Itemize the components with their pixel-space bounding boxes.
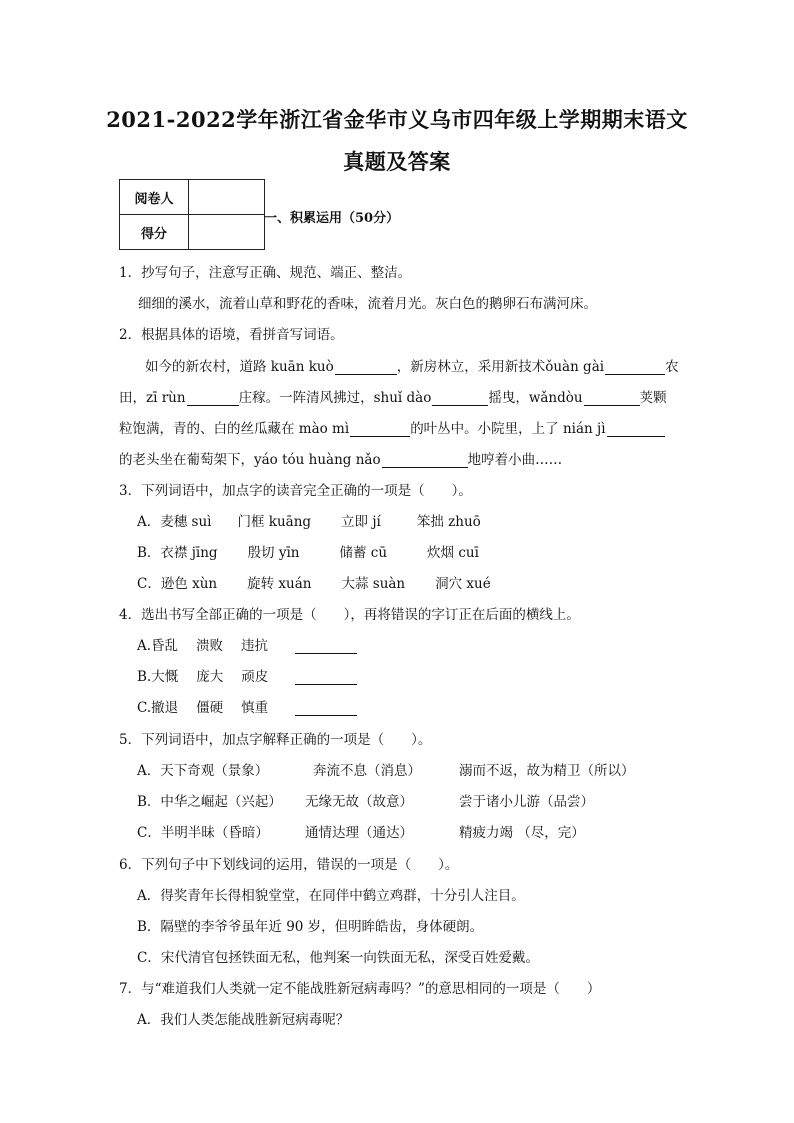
q5-b-1: B．中华之崛起（兴起） [137,794,282,810]
q3-b-4: 炊烟 cuī [427,545,479,561]
q2-stem: 2．根据具体的语境，看拼音写词语。 [119,327,344,343]
q7-stem: 7．与“难道我们人类就一定不能战胜新冠病毒吗？”的意思相同的一项是（ ） [119,981,601,997]
q4-a-3: 违抗 [241,638,269,654]
q3-c-4: 洞穴 xué [435,576,491,592]
q3-b-3: 储蓄 cū [339,545,388,561]
q3-option-c [137,572,491,592]
answer-blank[interactable] [607,422,665,437]
q5-option-a [137,759,635,779]
correction-blank[interactable] [295,639,357,654]
q2-line3-text-b: 的叶丛中。小院里，上了 nián jì [410,421,606,437]
q3-a-3: 立即 jí [341,514,381,530]
answer-blank[interactable] [350,422,410,437]
q2-line1-text-b: ，新房林立，采用新技术ǒuàn gài [396,359,605,375]
q4-option-b [137,665,357,685]
q3-b-2: 殷切 yīn [247,545,300,561]
answer-blank[interactable] [584,391,640,406]
q2-line1-text-c: 农 [665,359,679,375]
answer-blank[interactable] [432,391,488,406]
q2-line2-text-d: 荚颗 [639,390,667,406]
q4-option-a [137,634,357,654]
q4-b-1: B.大慨 [137,669,179,685]
q6-option-a: A．得奖青年长得相貌堂堂，在同伴中鹤立鸡群，十分引人注目。 [137,888,525,904]
correction-blank[interactable] [295,670,357,685]
q5-b-3: 尝于诸小儿游（品尝） [459,794,594,810]
q3-b-1: B．衣襟 jīng [137,545,218,561]
section-heading: 一、积累运用（50分） [264,211,400,226]
q6-stem: 6．下列句子中下划线词的运用，错误的一项是（ ）。 [119,857,459,873]
q4-b-2: 庞大 [196,669,224,685]
q4-c-1: C.撤退 [137,700,179,716]
q3-c-2: 旋转 xuán [247,576,312,592]
q2-line1 [145,355,679,375]
q2-line2 [119,386,667,406]
q3-c-3: 大蒜 suàn [341,576,406,592]
q3-stem: 3．下列词语中，加点字的读音完全正确的一项是（ ）。 [119,483,472,499]
q4-a-2: 溃败 [196,638,224,654]
q6-option-c: C．宋代清官包拯铁面无私，他判案一向铁面无私，深受百姓爱戴。 [137,950,539,966]
answer-blank[interactable] [335,360,397,375]
q2-line2-text-c: 摇曳，wǎndòu [488,390,583,406]
q5-stem: 5．下列词语中，加点字解释正确的一项是（ ）。 [119,732,432,748]
q3-c-1: C．逊色 xùn [137,576,218,592]
q2-line4-text-b: 地哼着小曲…… [467,452,563,468]
q4-stem: 4．选出书写全部正确的一项是（ ），再将错误的字订正在后面的横线上。 [119,607,580,623]
reviewer-label: 阅卷人 [120,180,189,215]
q2-line1-text-a: 如今的新农村，道路 kuān kuò [145,359,334,375]
q5-c-2: 通情达理（通达） [305,825,413,841]
q6-option-b: B．隔壁的李爷爷虽年近 90 岁，但明眸皓齿，身体硬朗。 [137,919,484,935]
q5-c-1: C．半明半昧（昏暗） [137,825,269,841]
q2-line4-text-a: 的老头坐在葡萄架下，yáo tóu huàng nǎo [119,452,381,468]
q4-c-3: 慎重 [241,700,269,716]
score-cell[interactable] [189,215,265,250]
correction-blank[interactable] [295,701,357,716]
q2-line3-text-a: 粒饱满，青的、白的丝瓜藏在 mào mì [119,421,350,437]
score-label: 得分 [120,215,189,250]
q1-sentence: 细细的溪水，流着山草和野花的香味，流着月光。灰白色的鹅卵石布满河床。 [138,296,597,312]
q4-option-c [137,696,357,716]
score-table [119,179,265,250]
q5-a-2: 奔流不息（消息） [313,763,421,779]
q5-c-3: 精疲力竭 （尽，完） [459,825,585,841]
q4-a-1: A.昏乱 [137,638,179,654]
q5-option-b [137,790,594,810]
reviewer-cell[interactable] [189,180,265,215]
q5-a-1: A．天下奇观（景象） [137,763,269,779]
q2-line3 [119,417,665,437]
q4-b-3: 顽皮 [241,669,269,685]
q2-line2-text-b: 庄稼。一阵清风拂过，shuǐ dào [238,390,432,406]
q7-option-a: A．我们人类怎能战胜新冠病毒呢？ [137,1012,350,1028]
q5-b-2: 无缘无故（故意） [305,794,413,810]
q5-a-3: 溺而不返，故为精卫（所以） [459,763,635,779]
answer-blank[interactable] [605,360,665,375]
q3-a-4: 笨拙 zhuō [416,514,481,530]
document-title-line1: 2021-2022学年浙江省金华市义乌市四年级上学期期末语文 [106,107,688,132]
q3-a-1: A．麦穗 suì [137,514,212,530]
q2-line4 [119,448,562,468]
q3-option-b [137,541,479,561]
q1-stem: 1．抄写句子，注意写正确、规范、端正、整洁。 [119,265,412,281]
document-title-line2: 真题及答案 [343,149,451,174]
answer-blank[interactable] [382,453,468,468]
q3-option-a [137,510,481,530]
q3-a-2: 门框 kuāng [237,514,312,530]
q2-line2-text-a: 田，zī rùn [119,390,186,406]
answer-blank[interactable] [187,391,239,406]
q4-c-2: 僵硬 [196,700,224,716]
q5-option-c [137,821,585,841]
